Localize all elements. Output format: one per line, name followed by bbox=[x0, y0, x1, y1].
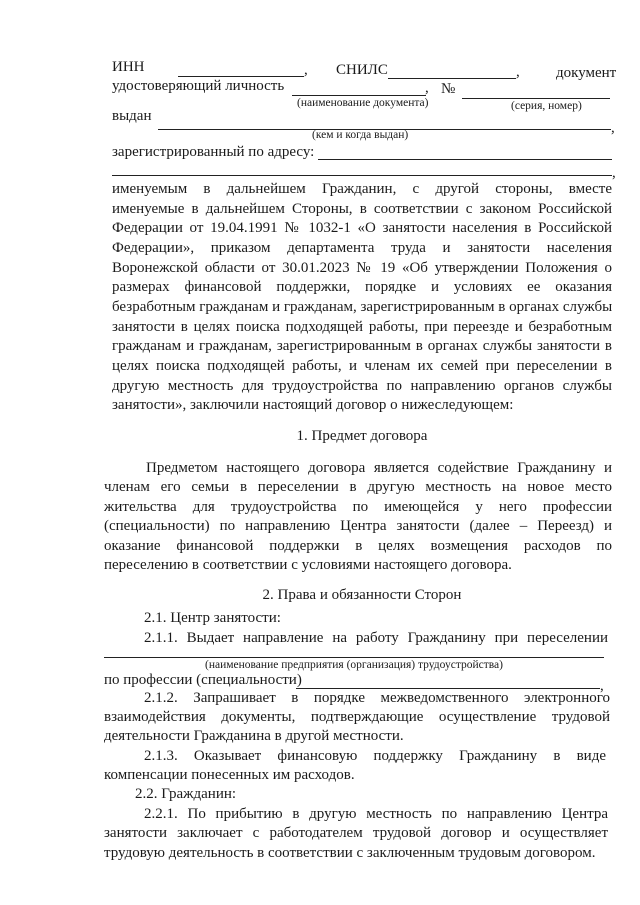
section-2-heading: 2. Права и обязанности Сторон bbox=[262, 587, 462, 603]
section-1-line: жительства для трудоустройства по имеющейся у него профессии bbox=[104, 499, 612, 515]
intro-line: другую местность для трудоустройства по направлению органов службы bbox=[112, 378, 612, 394]
clause-line: трудовую деятельность в соответствии с заключенным трудовым договором. bbox=[104, 845, 596, 861]
intro-line: Федерации», приказом департамента труда и занятости населения bbox=[112, 240, 612, 256]
intro-line: гражданам и гражданам, зарегистрированным в органах службы занятости в bbox=[112, 338, 612, 354]
address-underline-1 bbox=[318, 159, 612, 160]
issued-comma: , bbox=[611, 120, 615, 136]
intro-line: безработным гражданам и гражданам, зарегистрированным в органах службы bbox=[112, 299, 613, 315]
intro-line: Федерации от 19.04.1991 № 1032-1 «О занятости населения в Российской bbox=[112, 220, 612, 236]
section-1-line: Предметом настоящего договора является содействие Гражданину и bbox=[146, 460, 612, 476]
intro-line: именуемые в дальнейшем Стороны, в соответствии с законом Российской bbox=[112, 201, 612, 217]
number-sign: № bbox=[441, 81, 456, 97]
intro-line: целях поиска подходящей работы, и членам их семей при переселении в bbox=[112, 358, 612, 374]
document-word: документ bbox=[556, 65, 617, 81]
intro-line: размерах финансовой поддержки, порядке и условиях ее оказания bbox=[112, 279, 612, 295]
section-1-heading: 1. Предмет договора bbox=[296, 428, 428, 444]
clause-line: деятельности Гражданина в другой местности. bbox=[104, 728, 404, 744]
address-comma: , bbox=[612, 165, 616, 181]
intro-line: занятости в целях поиска подходящей работы, при переезде и безработным bbox=[112, 319, 612, 335]
intro-line: именуемым в дальнейшем Гражданин, с другой стороны, вместе bbox=[112, 181, 612, 197]
profession-underline bbox=[296, 688, 600, 689]
profession-comma: , bbox=[600, 678, 604, 694]
inn-label: ИНН bbox=[112, 59, 145, 75]
section-1-line: (специальности) по направлению Центра занятости (далее – Переезд) и bbox=[104, 518, 612, 534]
clause-line: 2.2.1. По прибытию в другую местность по направлению Центра bbox=[144, 806, 608, 822]
clause-line: компенсации понесенных им расходов. bbox=[104, 767, 355, 783]
employer-caption: (наименование предприятия (организация) трудоустройства) bbox=[205, 659, 503, 671]
clause-line: взаимодействия документы, подтверждающие осуществление трудовой bbox=[104, 709, 610, 725]
clause-2-1-1: 2.1.1. Выдает направление на работу Гражданину при переселении bbox=[144, 630, 608, 646]
snils-comma: , bbox=[516, 64, 520, 80]
clause-2-1: 2.1. Центр занятости: bbox=[144, 610, 281, 626]
profession-label: по профессии (специальности) bbox=[104, 672, 302, 688]
address-label: зарегистрированный по адресу: bbox=[112, 144, 315, 160]
identity-comma: , bbox=[425, 80, 429, 96]
clause-line: 2.1.2. Запрашивает в порядке межведомственного электронного bbox=[144, 690, 610, 706]
clause-2-2: 2.2. Гражданин: bbox=[135, 786, 237, 802]
doc-name-caption: (наименование документа) bbox=[297, 97, 429, 109]
series-underline bbox=[462, 98, 610, 99]
clause-line: занятости заключает с работодателем трудовой договор и осуществляет bbox=[104, 825, 608, 841]
intro-line: занятости», заключили настоящий договор о нижеследующем: bbox=[112, 397, 514, 413]
clause-line: 2.1.3. Оказывает финансовую поддержку Гражданину в виде bbox=[144, 748, 606, 764]
section-1-line: членам его семьи в переселении в другую местность на новое место bbox=[104, 479, 612, 495]
section-1-line: переселению в соответствии с условиями настоящего договора. bbox=[104, 557, 512, 573]
section-1-line: оказание финансовой поддержки в целях возмещения расходов по bbox=[104, 538, 612, 554]
snils-label: СНИЛС bbox=[336, 62, 388, 78]
issued-caption: (кем и когда выдан) bbox=[312, 129, 409, 141]
issued-label: выдан bbox=[112, 108, 152, 124]
inn-comma: , bbox=[304, 62, 308, 78]
inn-underline bbox=[178, 76, 304, 77]
intro-line: Воронежской области от 30.01.2023 № 19 «Об утверждении Положения о bbox=[112, 260, 612, 276]
address-underline-2 bbox=[112, 175, 612, 176]
doc-name-underline bbox=[292, 95, 426, 96]
snils-underline bbox=[388, 78, 516, 79]
identity-label: удостоверяющий личность bbox=[112, 78, 285, 94]
series-caption: (серия, номер) bbox=[511, 100, 582, 112]
employer-underline bbox=[104, 657, 604, 658]
